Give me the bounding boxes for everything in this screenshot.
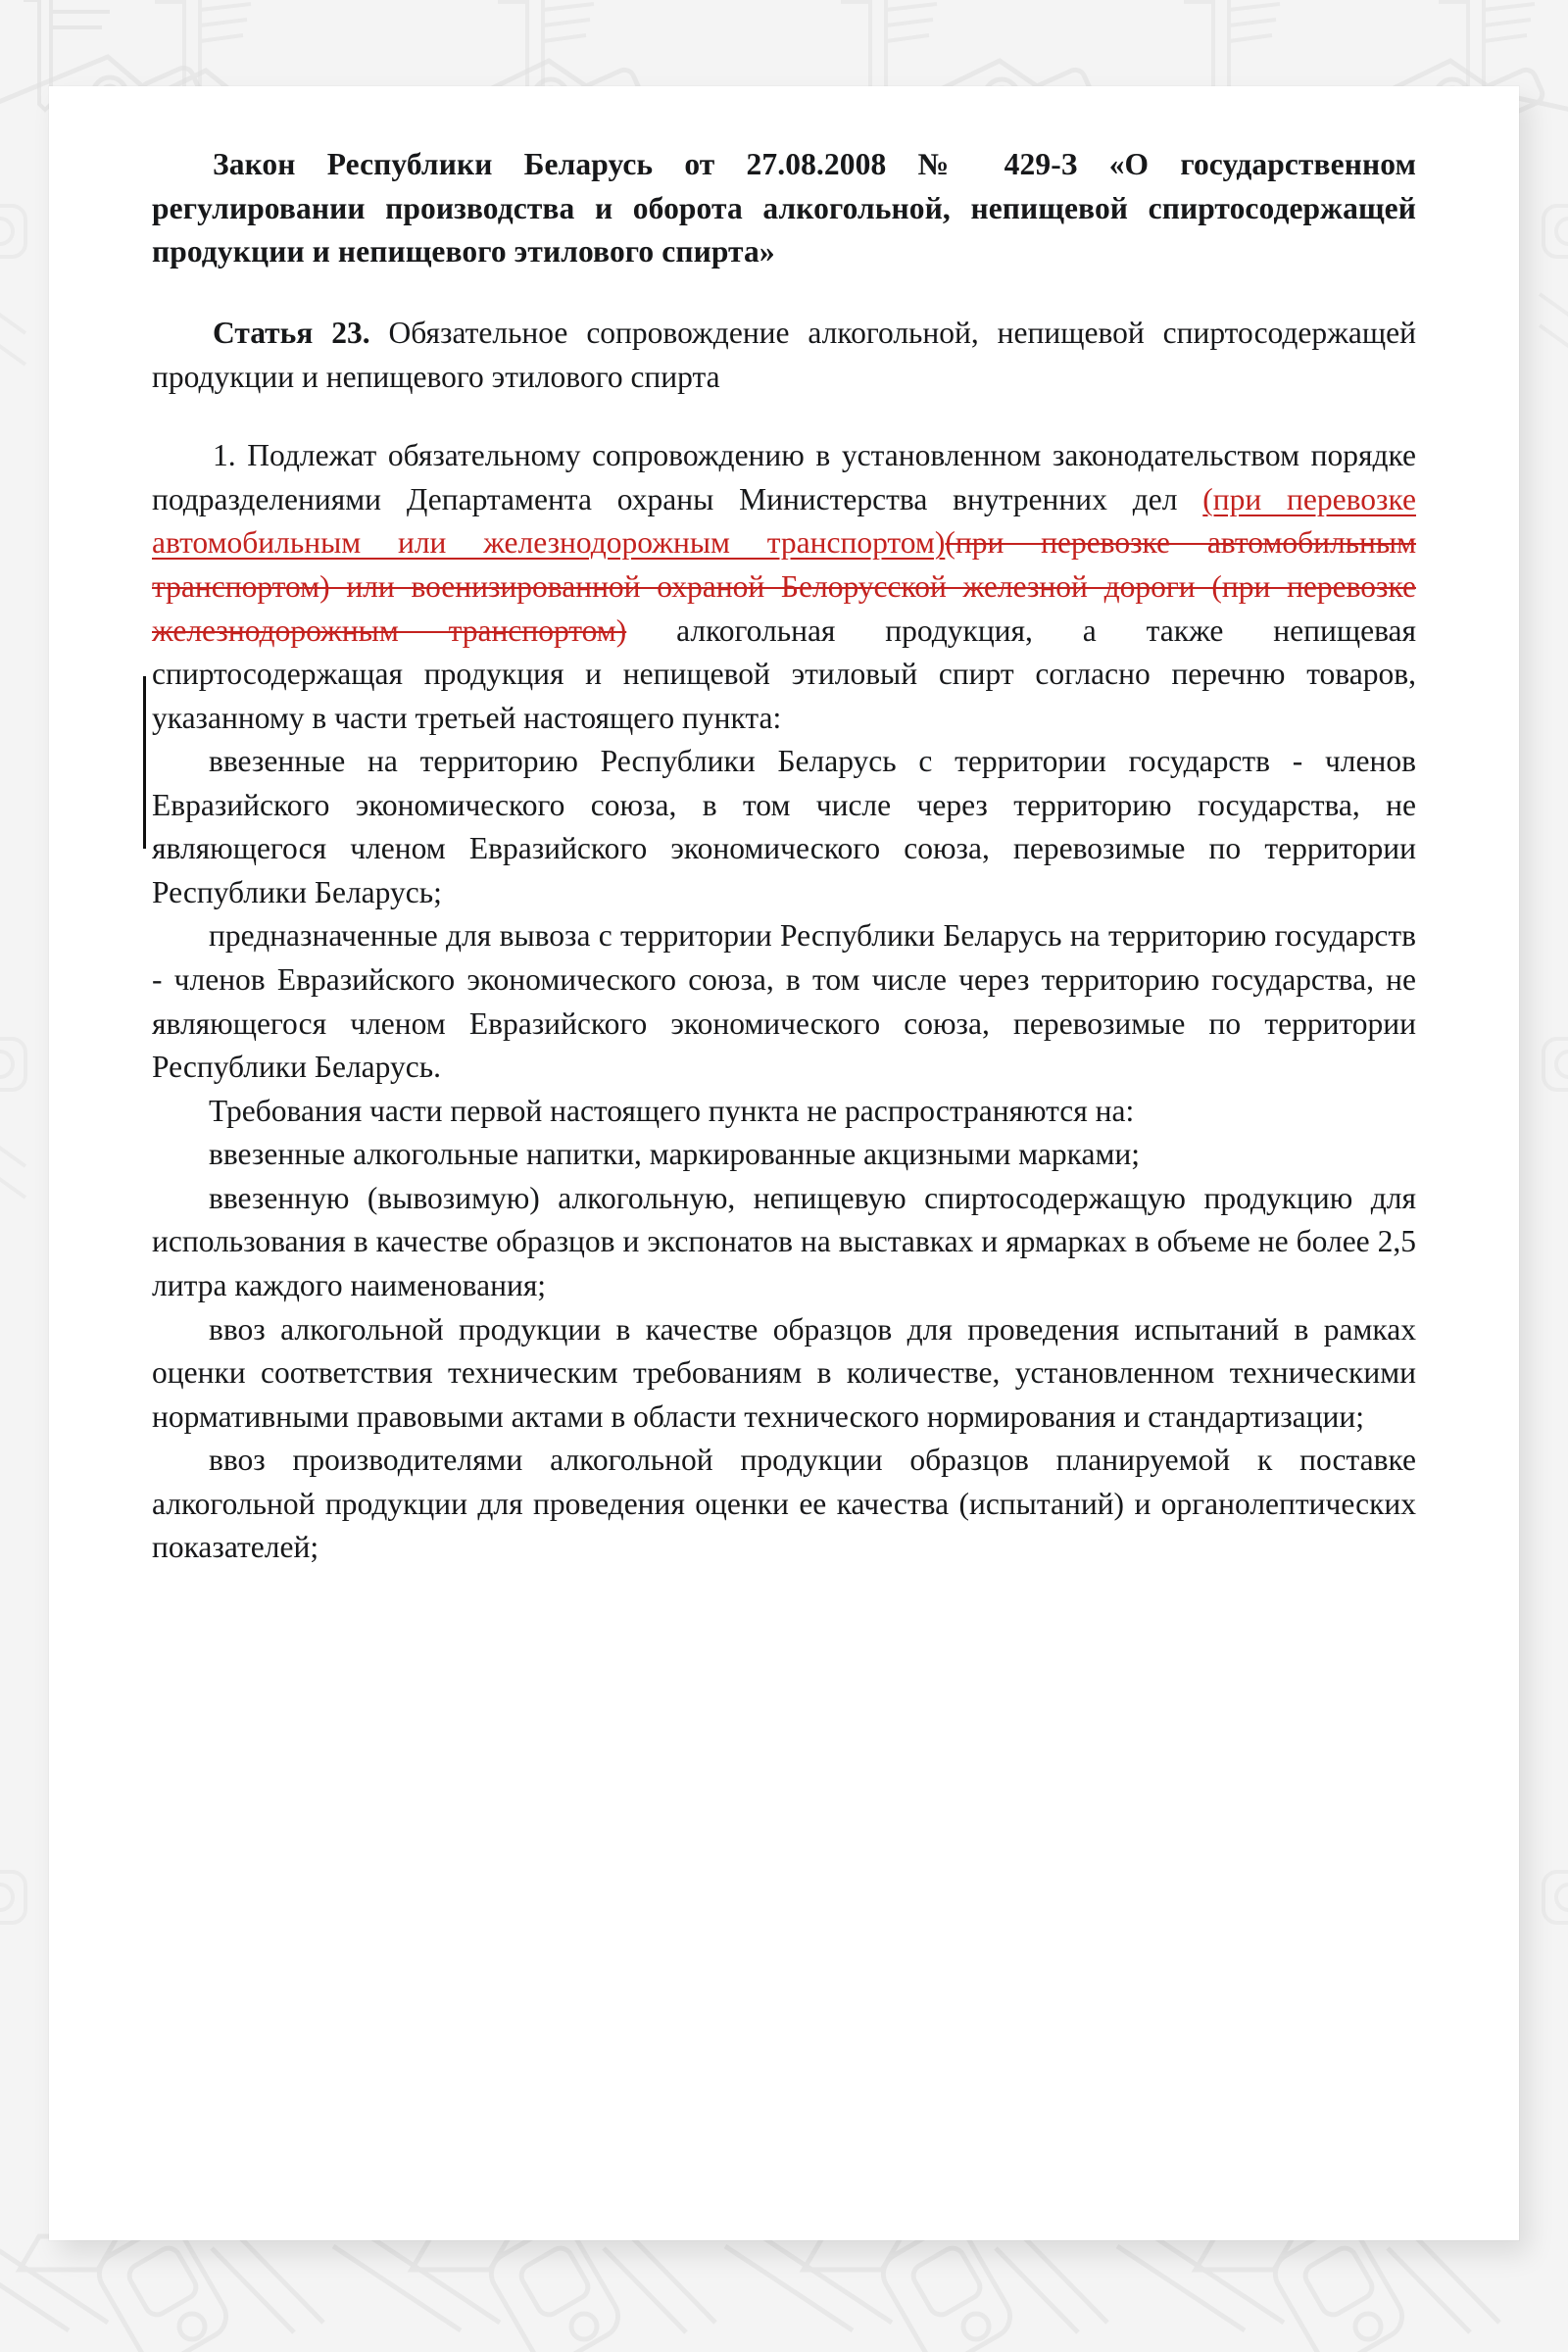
paragraph-6: ввоз алкогольной продукции в качестве образцов для проведения испытаний в рамках оценки соответствия техническим требованиям в количестве, установленном техническими нормативными правовыми актами в области технического нормирования и стандартизации; xyxy=(152,1311,1416,1434)
revision-change-bar xyxy=(143,676,146,849)
paragraph-7: ввоз производителями алкогольной продукции образцов планируемой к поставке алкогольной продукции для проведения оценки ее качества (испытаний) и органолептических показателей; xyxy=(152,1443,1416,1565)
revision-deletion: (при перевозке автомобильным транспортом) или военизированной охраной Белорусской железной дороги (при перевозке железнодорожным транспортом) xyxy=(152,525,1417,648)
clause-1-text-after: алкогольная продукция, а также непищевая спиртосодержащая продукция и непищевой этиловый спирт согласно перечню товаров, указанному в части третьей настоящего пункта: xyxy=(152,612,1416,735)
article-label: Статья 23. xyxy=(213,316,370,351)
document-page xyxy=(49,86,1519,2240)
watermark-ornament-bottom xyxy=(0,2225,1568,2352)
clause-1 xyxy=(152,434,1416,740)
paragraph-5: ввезенную (вывозимую) алкогольную, непищевую спиртосодержащую продукцию для использования в качестве образцов и экспонатов на выставках и ярмарках в объеме не более 2,5 литра каждого наименования; xyxy=(152,1180,1416,1302)
document-title xyxy=(152,143,1416,274)
paragraph-4: ввезенные алкогольные напитки, маркированные акцизными марками; xyxy=(209,1137,1140,1172)
revision-insertion: (при перевозке автомобильным или железнодорожным транспортом) xyxy=(152,481,1416,561)
article-heading xyxy=(152,312,1416,399)
article-heading-text: Обязательное сопровождение алкогольной, непищевой спиртосодержащей продукции и непищевого этилового спирта xyxy=(152,316,1416,394)
paragraph-1: ввезенные на территорию Республики Беларусь с территории государств - членов Евразийского экономического союза, в том числе через территорию государства, не являющегося членом Евразийского экономического союза, перевозимые по территории Республики Беларусь; xyxy=(152,744,1416,909)
paragraph-2: предназначенные для вывоза с территории Республики Беларусь на территорию государств - членов Евразийского экономического союза, в том числе через территорию государства, не являющегося членом Евразийского экономического союза, перевозимые по территории Республики Беларусь. xyxy=(152,918,1416,1085)
clause-1-text-before: Подлежат обязательному сопровождению в установленном законодательством порядке подразделениями Департамента охраны Министерства внутренних дел xyxy=(152,438,1416,516)
document-body xyxy=(152,143,1416,1570)
clause-1-number: 1. xyxy=(213,438,236,473)
document-title-text: Закон Республики Беларусь от 27.08.2008 № 429-З «О государственном регулировании производства и оборота алкогольной, непищевой спиртосодержащей продукции и непищевого этилового спирта» xyxy=(152,147,1416,270)
paragraph-3: Требования части первой настоящего пункта не распространяются на: xyxy=(209,1093,1135,1128)
watermark-ornament-right xyxy=(1514,98,1568,2254)
